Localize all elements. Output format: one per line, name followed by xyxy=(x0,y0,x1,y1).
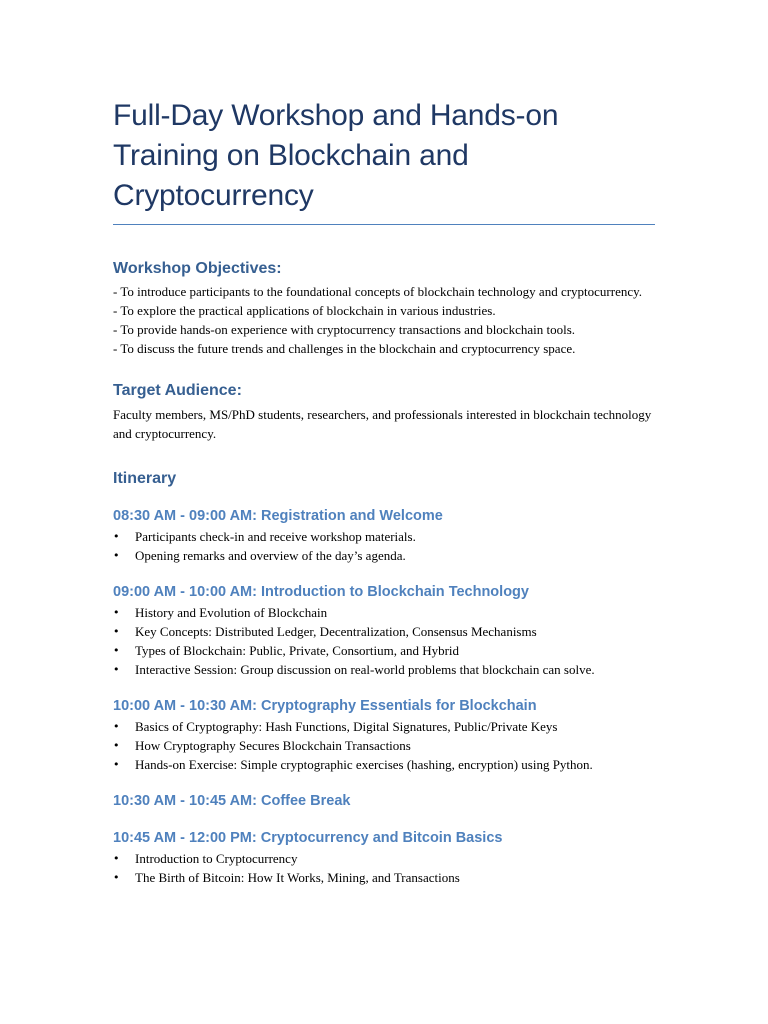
document-title: Full-Day Workshop and Hands-on Training on Blockchain and Cryptocurrency xyxy=(113,96,655,225)
bullet-icon: • xyxy=(113,871,120,884)
session-bullet-list xyxy=(113,527,655,565)
bullet-text: Opening remarks and overview of the day’s agenda. xyxy=(135,548,406,563)
bullet-item xyxy=(113,660,655,679)
objective-item: - To discuss the future trends and challenges in the blockchain and cryptocurrency space. xyxy=(113,341,576,356)
bullet-text: Introduction to Cryptocurrency xyxy=(135,851,298,866)
bullet-icon: • xyxy=(113,720,120,733)
bullet-item xyxy=(113,622,655,641)
bullet-item xyxy=(113,603,655,622)
bullet-icon: • xyxy=(113,739,120,752)
session-heading: 10:45 AM - 12:00 PM: Cryptocurrency and Bitcoin Basics xyxy=(113,830,503,846)
bullet-icon: • xyxy=(113,663,120,676)
audience-text: Faculty members, MS/PhD students, researchers, and professionals interested in blockchain technology and cryptocurrency. xyxy=(113,407,652,441)
objectives-list xyxy=(113,282,655,358)
audience-heading: Target Audience: xyxy=(113,382,242,399)
session-cryptocurrency xyxy=(113,828,655,887)
bullet-icon: • xyxy=(113,530,120,543)
audience-section xyxy=(113,381,655,443)
bullet-icon: • xyxy=(113,606,120,619)
bullet-text: Interactive Session: Group discussion on real-world problems that blockchain can solve. xyxy=(135,662,595,677)
bullet-icon: • xyxy=(113,549,120,562)
bullet-text: Key Concepts: Distributed Ledger, Decentralization, Consensus Mechanisms xyxy=(135,624,537,639)
bullet-icon: • xyxy=(113,852,120,865)
session-registration xyxy=(113,506,655,565)
bullet-text: The Birth of Bitcoin: How It Works, Mining, and Transactions xyxy=(135,870,460,885)
bullet-item xyxy=(113,717,655,736)
bullet-item xyxy=(113,527,655,546)
objectives-section xyxy=(113,259,655,358)
bullet-text: How Cryptography Secures Blockchain Transactions xyxy=(135,738,411,753)
session-heading: 10:00 AM - 10:30 AM: Cryptography Essentials for Blockchain xyxy=(113,698,537,714)
session-heading: 10:30 AM - 10:45 AM: Coffee Break xyxy=(113,793,351,809)
bullet-item xyxy=(113,546,655,565)
itinerary-section xyxy=(113,469,655,887)
objective-item: - To explore the practical applications of blockchain in various industries. xyxy=(113,303,496,318)
bullet-text: Participants check-in and receive workshop materials. xyxy=(135,529,416,544)
bullet-text: Types of Blockchain: Public, Private, Consortium, and Hybrid xyxy=(135,643,460,658)
bullet-item xyxy=(113,868,655,887)
itinerary-heading: Itinerary xyxy=(113,470,177,487)
session-bullet-list xyxy=(113,717,655,774)
bullet-icon: • xyxy=(113,625,120,638)
session-heading: 09:00 AM - 10:00 AM: Introduction to Blockchain Technology xyxy=(113,584,529,600)
session-cryptography xyxy=(113,696,655,774)
bullet-item xyxy=(113,641,655,660)
bullet-text: Hands-on Exercise: Simple cryptographic exercises (hashing, encryption) using Python. xyxy=(135,757,593,772)
bullet-text: Basics of Cryptography: Hash Functions, Digital Signatures, Public/Private Keys xyxy=(135,719,558,734)
bullet-icon: • xyxy=(113,758,120,771)
bullet-item xyxy=(113,736,655,755)
objective-item: - To introduce participants to the foundational concepts of blockchain technology and cryptocurrency. xyxy=(113,284,643,299)
session-bullet-list xyxy=(113,849,655,887)
objectives-heading: Workshop Objectives: xyxy=(113,260,282,277)
document-page xyxy=(113,96,655,887)
session-coffee-break xyxy=(113,791,655,811)
bullet-icon: • xyxy=(113,644,120,657)
bullet-text: History and Evolution of Blockchain xyxy=(135,605,328,620)
bullet-item xyxy=(113,755,655,774)
bullet-item xyxy=(113,849,655,868)
session-intro-blockchain xyxy=(113,582,655,679)
session-heading: 08:30 AM - 09:00 AM: Registration and Welcome xyxy=(113,508,443,524)
session-bullet-list xyxy=(113,603,655,679)
objective-item: - To provide hands-on experience with cryptocurrency transactions and blockchain tools. xyxy=(113,322,576,337)
